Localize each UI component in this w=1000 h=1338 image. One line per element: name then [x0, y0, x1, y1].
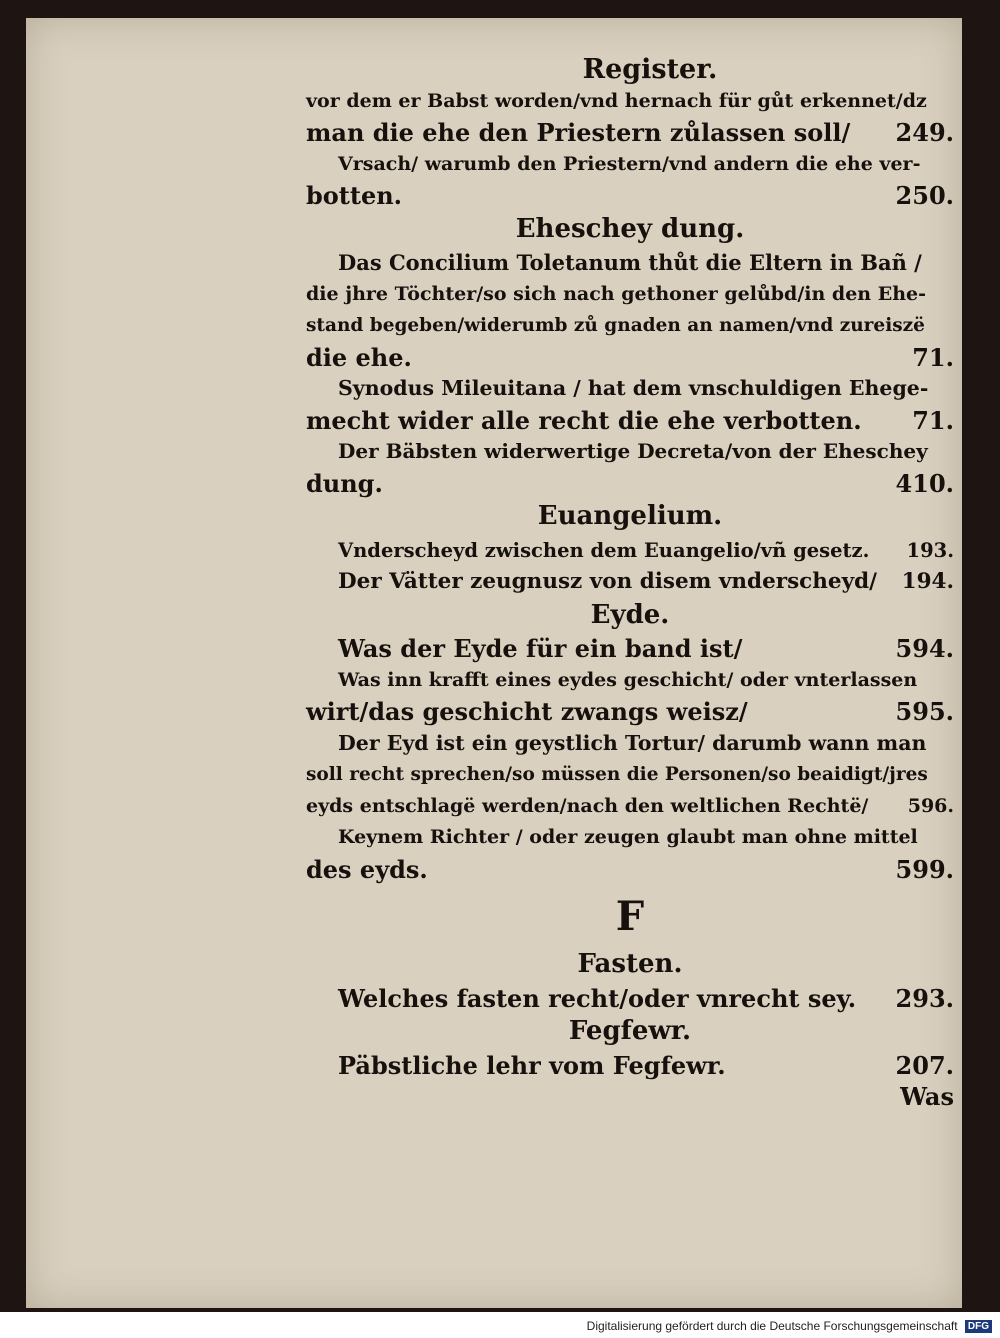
entry-line [306, 342, 954, 374]
entry-text: dung. [306, 468, 383, 498]
entry-text: des eyds. [306, 854, 428, 884]
entry-text: stand begeben/widerumb zů gnaden an namen/vnd zureiszë [306, 315, 925, 336]
catchword: Was [900, 1082, 954, 1111]
entry-line [306, 373, 954, 405]
entry-text: Der Bäbsten widerwertige Decreta/von der Eheschey [338, 439, 928, 463]
entry-line [306, 854, 954, 886]
page-reference [942, 728, 954, 760]
entry-text: wirt/das geschicht zwangs weisz/ [306, 697, 748, 726]
entry-text: soll recht sprechen/so müssen die Personen/so beaidigt/jres [306, 764, 928, 785]
page-reference [942, 247, 954, 279]
entry-text: Synodus Mileuitana / hat dem vnschuldigen Ehege- [338, 376, 929, 400]
footer-credit: Digitalisierung gefördert durch die Deutsche Forschungsgemeinschaft [586, 1319, 958, 1333]
entry-line [306, 633, 954, 665]
page-reference: 293. [895, 983, 954, 1013]
page-reference: 595. [895, 697, 954, 726]
entry-line [306, 665, 954, 697]
section-heading: Fasten. [577, 949, 683, 979]
entry-line [306, 468, 954, 500]
index-entry [306, 535, 954, 567]
page-reference: 71. [912, 405, 954, 435]
entry-text: botten. [306, 181, 403, 210]
entry-line [306, 247, 954, 279]
index-entry [306, 149, 954, 212]
book-page [26, 18, 962, 1308]
entry-line [306, 983, 954, 1015]
entry-line [306, 436, 954, 468]
index-entry [306, 86, 954, 149]
page-reference: 207. [895, 1050, 954, 1080]
entry-text: die ehe. [306, 342, 412, 372]
index-entry [306, 436, 954, 499]
page-reference: 193. [906, 538, 954, 562]
entry-line [306, 535, 954, 567]
entry-text: Der Vätter zeugnusz von disem vnderscheyd/ [338, 569, 877, 594]
index-entry [306, 1050, 954, 1082]
running-head: Register. [582, 54, 718, 85]
entry-line [306, 696, 954, 728]
section-heading: Euangelium. [537, 501, 723, 531]
section-heading: Fegfewr. [568, 1016, 692, 1046]
entry-text: man die ehe den Priestern zůlassen soll/ [306, 118, 851, 147]
entry-line [306, 566, 954, 598]
dfg-logo: DFG [965, 1320, 992, 1333]
page-reference: 410. [895, 468, 954, 498]
page-reference [942, 759, 954, 791]
index-entry [306, 728, 954, 823]
page-reference [942, 86, 954, 118]
entry-text: Vrsach/ warumb den Priestern/vnd andern die ehe ver- [338, 152, 921, 175]
entry-line [306, 1050, 954, 1082]
entry-text: Das Concilium Toletanum thůt die Eltern in Bañ / [338, 250, 922, 275]
entry-line [306, 405, 954, 437]
entry-line [306, 117, 954, 149]
page-reference [942, 436, 954, 468]
entry-line [306, 759, 954, 791]
entry-text: vor dem er Babst worden/vnd hernach für gůt erkennet/dz [306, 89, 927, 112]
index-entry [306, 247, 954, 373]
page-reference [942, 822, 954, 854]
page-reference: 599. [895, 854, 954, 884]
page-text-block [306, 54, 954, 1113]
letter-head: F [615, 893, 645, 940]
entry-text: mecht wider alle recht die ehe verbotten. [306, 405, 862, 435]
entry-text: Was inn krafft eines eydes geschicht/ oder vnterlassen [338, 668, 918, 691]
entry-line [306, 822, 954, 854]
page-reference: 596. [907, 794, 954, 817]
entry-text: die jhre Töchter/so sich nach gethoner gelůbd/in den Ehe- [306, 282, 926, 305]
index-entry [306, 665, 954, 728]
page-reference: 594. [895, 634, 954, 663]
entry-text: Der Eyd ist ein geystlich Tortur/ darumb wann man [338, 730, 927, 755]
sections-f [306, 949, 954, 1081]
entry-text: eyds entschlagë werden/nach den weltlichen Rechtë/ [306, 794, 869, 817]
index-entry [306, 373, 954, 436]
page-reference [942, 279, 954, 311]
entry-text: Was der Eyde für ein band ist/ [338, 634, 743, 663]
index-entry [306, 633, 954, 665]
index-entry [306, 566, 954, 598]
page-reference: 250. [895, 181, 954, 210]
entry-line [306, 86, 954, 118]
page-reference [942, 310, 954, 342]
footer [0, 1314, 1000, 1338]
page-reference [942, 373, 954, 405]
page-reference: 249. [895, 118, 954, 147]
entry-line [306, 149, 954, 181]
entry-line [306, 180, 954, 212]
index-entry [306, 983, 954, 1015]
entry-line [306, 310, 954, 342]
section-heading: Eyde. [590, 599, 670, 630]
entry-line [306, 279, 954, 311]
entry-text: Vnderscheyd zwischen dem Euangelio/vñ gesetz. [338, 538, 870, 562]
page-reference: 71. [912, 342, 954, 372]
entry-text: Keynem Richter / oder zeugen glaubt man ohne mittel [338, 826, 918, 848]
section-heading: Eheschey dung. [515, 213, 745, 244]
sections-e [306, 86, 954, 886]
entry-text: Päbstliche lehr vom Fegfewr. [338, 1050, 726, 1080]
page-reference: 194. [901, 569, 954, 594]
page-reference [942, 149, 954, 181]
entry-text: Welches fasten recht/oder vnrecht sey. [338, 983, 857, 1013]
page-reference [942, 665, 954, 697]
index-entry [306, 822, 954, 885]
entry-line [306, 791, 954, 823]
entry-line [306, 728, 954, 760]
